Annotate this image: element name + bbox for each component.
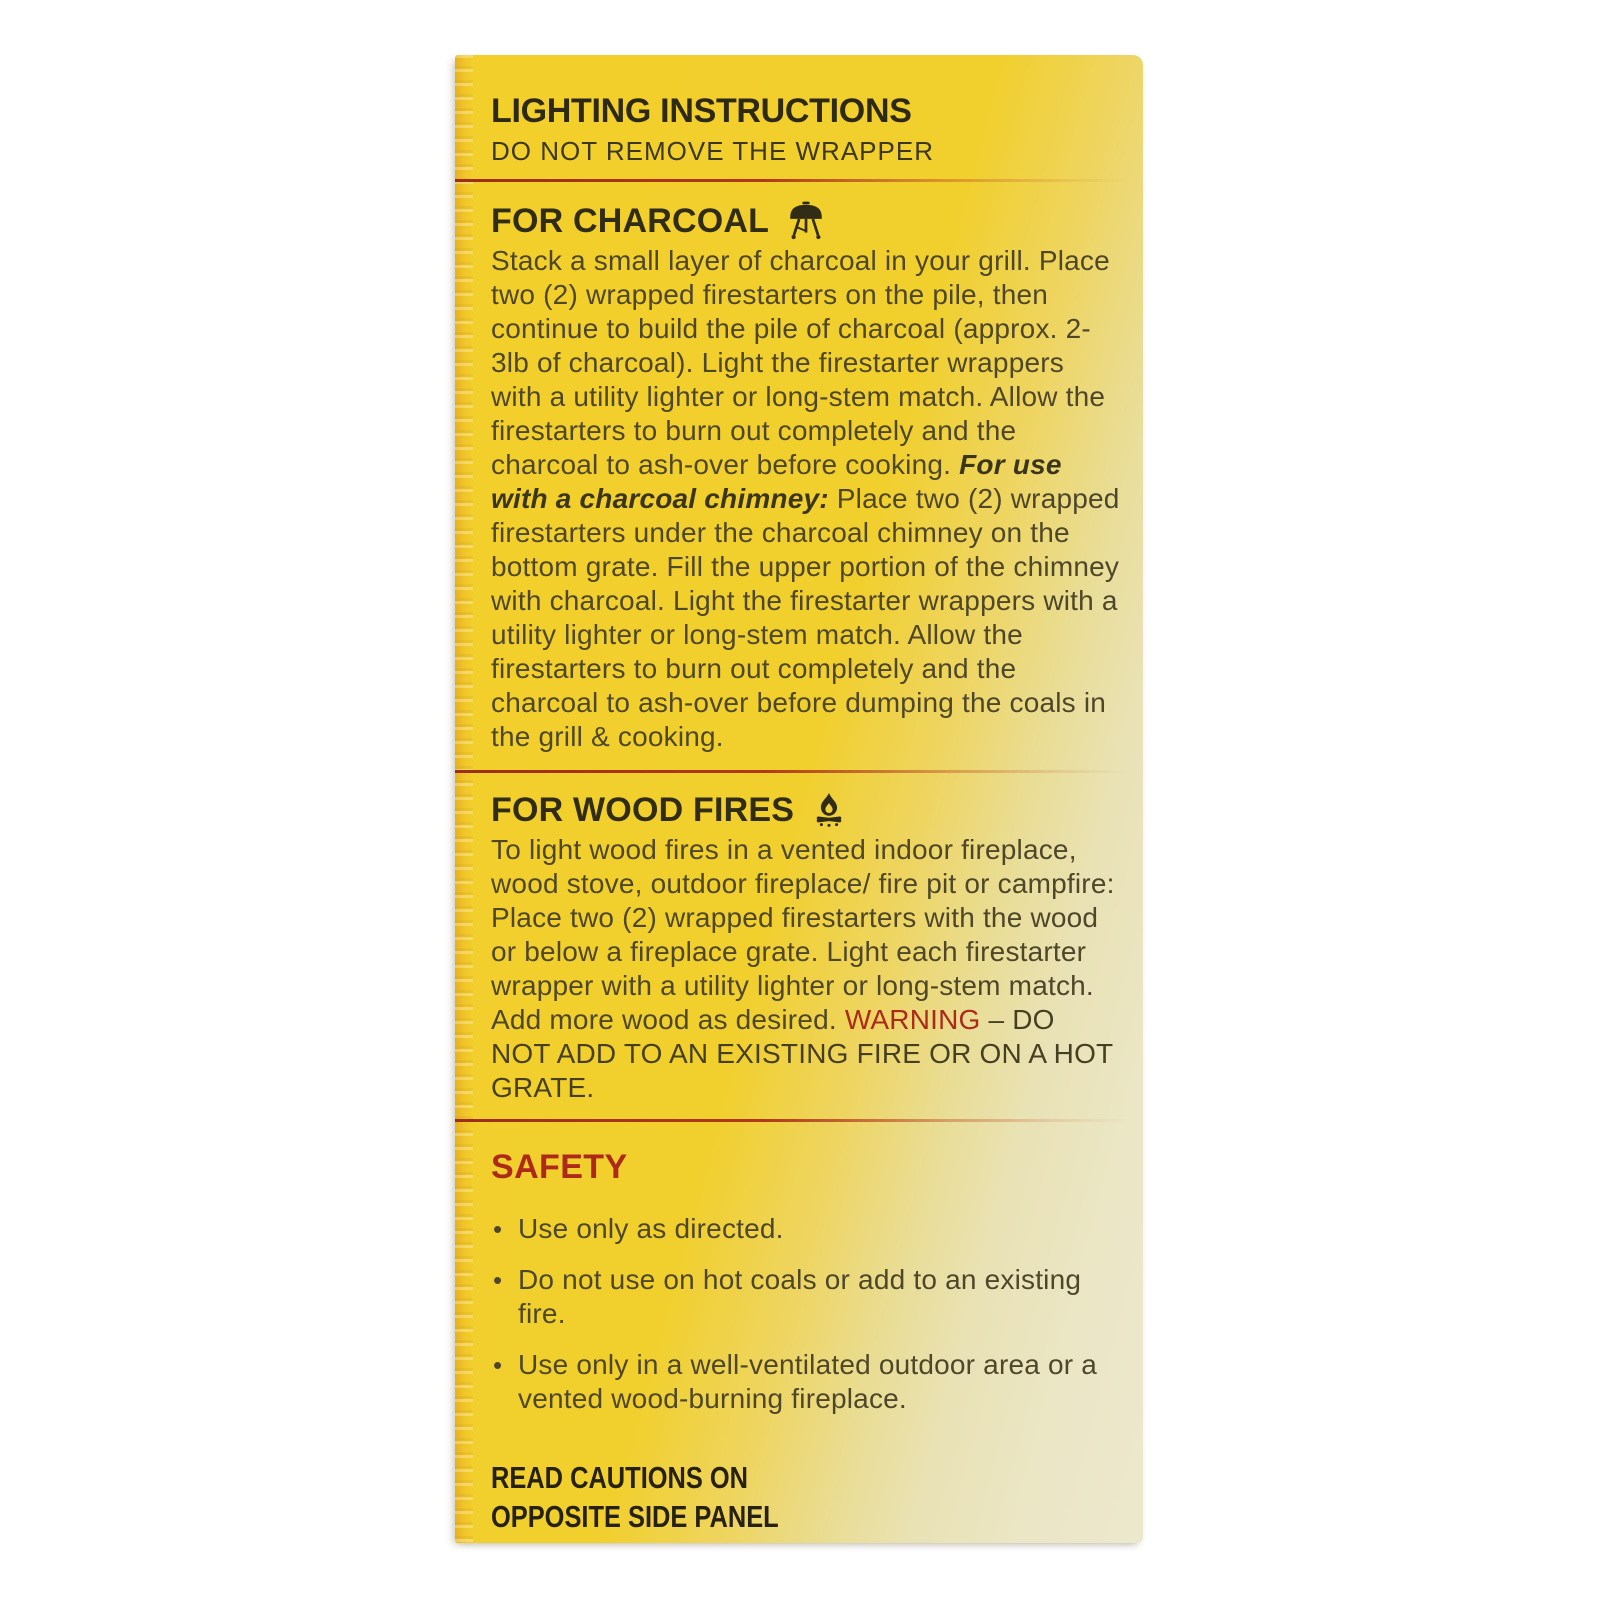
charcoal-chimney-emphasis: For use with a charcoal chimney:	[491, 449, 1062, 514]
panel-subtitle: DO NOT REMOVE THE WRAPPER	[491, 136, 934, 166]
campfire-icon	[810, 791, 848, 829]
safety-bullet-text: Use only as directed.	[518, 1213, 784, 1244]
bullet-dot: •	[493, 1214, 503, 1244]
section-divider	[455, 770, 1141, 773]
wood-section-heading	[491, 789, 1121, 831]
charcoal-text-start: Stack a small layer of charcoal in your grill. Place two (2) wrapped firestarters on the pile, then continue to build the pile of charcoal (approx. 2-3lb of charcoal). Light the firestarter wrappers with a utility lighter or long-stem match. Allow the firestarters to burn out completely and the charcoal to ash-over before cooking.	[491, 245, 1110, 480]
read-cautions-line1: READ CAUTIONS ON	[491, 1460, 749, 1495]
panel-title: LIGHTING INSTRUCTIONS	[491, 92, 912, 130]
product-side-panel	[455, 55, 1143, 1543]
charcoal-text-end: Place two (2) wrapped firestarters under the charcoal chimney on the bottom grate. Fill the upper portion of the chimney with charcoal. Light the firestarter wrappers with a utility lighter or long-stem match. Allow the firestarters to burn out completely and the charcoal to ash-over before dumping the coals in the grill & cooking.	[491, 483, 1120, 752]
safety-bullet-text: Do not use on hot coals or add to an existing fire.	[518, 1264, 1082, 1329]
panel-content	[455, 55, 1143, 1536]
read-cautions-line2: OPPOSITE SIDE PANEL	[491, 1499, 779, 1534]
safety-list	[491, 1212, 1107, 1416]
safety-section-heading: SAFETY	[491, 1148, 628, 1186]
safety-list-item	[491, 1348, 1107, 1416]
charcoal-instructions	[491, 244, 1121, 754]
bullet-dot: •	[493, 1350, 503, 1380]
wood-heading-label: FOR WOOD FIRES	[491, 791, 795, 829]
safety-list-item	[491, 1212, 1107, 1246]
charcoal-section-heading	[491, 200, 1121, 242]
section-divider	[455, 1119, 1141, 1122]
safety-bullet-text: Use only in a well-ventilated outdoor area or a vented wood-burning fireplace.	[518, 1349, 1098, 1414]
charcoal-heading-label: FOR CHARCOAL	[491, 202, 770, 240]
wood-instructions	[491, 833, 1121, 1105]
wood-text: To light wood fires in a vented indoor fireplace, wood stove, outdoor fireplace/ fire pit or campfire: Place two (2) wrapped firestarters with the wood or below a fireplace grate. Light each firestarter wrapper with a utility lighter or long-stem match. Add more wood as desired.	[491, 834, 1115, 1035]
section-divider	[455, 179, 1141, 182]
read-cautions-note	[491, 1458, 1008, 1536]
safety-list-item	[491, 1263, 1107, 1331]
charcoal-grill-icon	[785, 200, 827, 242]
warning-text: – DO NOT ADD TO AN EXISTING FIRE OR ON A HOT GRATE.	[491, 1004, 1113, 1103]
bullet-dot: •	[493, 1265, 503, 1295]
warning-label: WARNING	[844, 1004, 981, 1035]
